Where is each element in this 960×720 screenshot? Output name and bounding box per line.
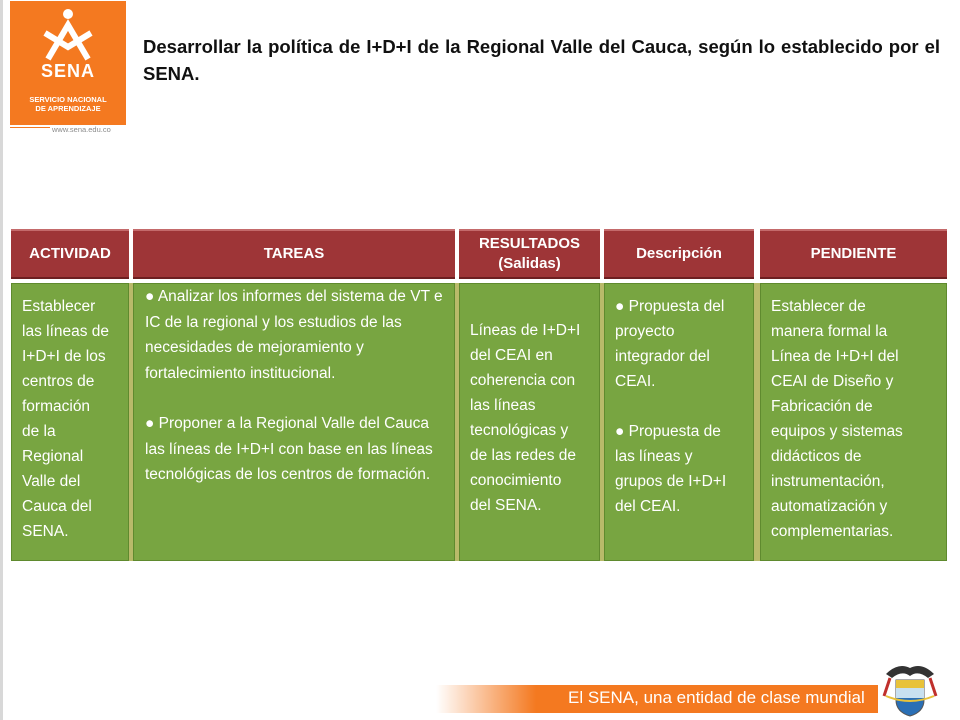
logo-name: SENA <box>40 61 95 81</box>
header-descripcion <box>604 229 754 279</box>
cell-descripcion <box>604 283 754 561</box>
footer-slogan: El SENA, una entidad de clase mundial <box>568 688 865 707</box>
header-label: Descripción <box>636 245 722 262</box>
cell-actividad <box>11 283 129 561</box>
actividad-text: Establecer las líneas de I+D+I de los centros de formación de la Regional Valle del Cauca del SENA. <box>22 298 110 540</box>
sena-logo <box>10 1 126 133</box>
tarea-item: ● Analizar los informes del sistema de VT e IC de la regional y los estudios de las necesidades de mejoramiento y fortalecimiento institucional. <box>145 288 443 382</box>
header-tareas <box>133 229 455 279</box>
resultados-text: Líneas de I+D+I del CEAI en coherencia con las líneas tecnológicas y de las redes de conocimiento del SENA. <box>470 322 581 514</box>
logo-subtitle: SERVICIO NACIONAL DE APRENDIZAJE <box>29 95 107 113</box>
header-label: TAREAS <box>263 245 325 262</box>
cell-tareas <box>133 283 455 561</box>
sena-figure-icon <box>43 7 93 67</box>
header-label: RESULTADOS (Salidas) <box>478 235 581 272</box>
cell-pendiente <box>760 283 947 561</box>
logo-box <box>10 1 126 125</box>
left-border <box>0 0 3 720</box>
cell-resultados <box>459 283 600 561</box>
logo-underline <box>10 127 50 128</box>
colombia-shield-icon <box>878 656 942 720</box>
header-label: PENDIENTE <box>810 245 897 262</box>
logo-url: www.sena.edu.co <box>52 125 111 134</box>
header-actividad <box>11 229 129 279</box>
footer-fade <box>436 685 536 713</box>
header-label: ACTIVIDAD <box>29 245 111 262</box>
slide-title: Desarrollar la política de I+D+I de la Regional Valle del Cauca, según lo establecido por el SENA. <box>143 36 940 84</box>
tarea-item: ● Proponer a la Regional Valle del Cauca las líneas de I+D+I con base en las líneas tecnológicas de los centros de formación. <box>145 415 433 483</box>
descripcion-item: ● Propuesta del proyecto integrador del CEAI. <box>615 298 725 390</box>
header-pendiente <box>760 229 947 279</box>
header-resultados <box>459 229 600 279</box>
pendiente-text: Establecer de manera formal la Línea de I+D+I del CEAI de Diseño y Fabricación de equipos y sistemas didácticos de instrumentación, automatización y complementarias. <box>771 298 903 540</box>
descripcion-item: ● Propuesta de las líneas y grupos de I+D+I del CEAI. <box>615 423 727 515</box>
